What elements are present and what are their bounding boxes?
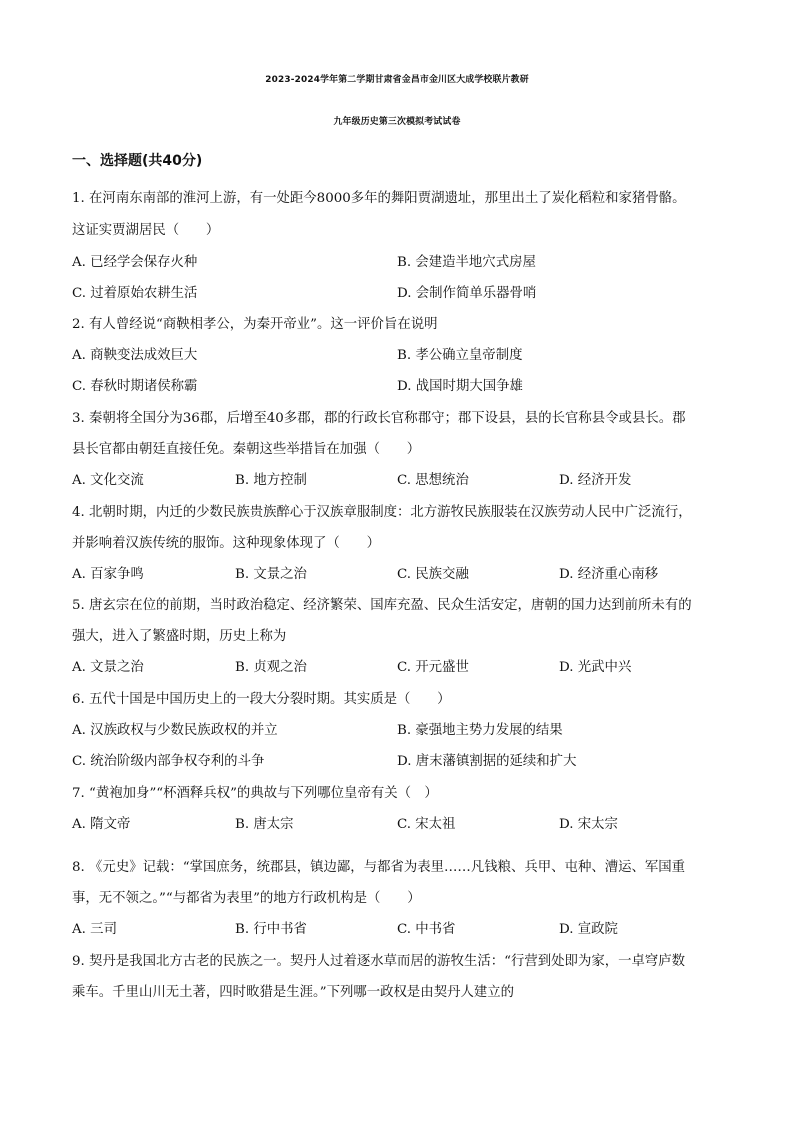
question-5-stem-line1: 5. 唐玄宗在位的前期，当时政治稳定、经济繁荣、国库充盈、民众生活安定，唐朝的国力达到前所未有的 <box>72 598 692 613</box>
question-7-option-c: C. 宋太祖 <box>397 817 456 832</box>
question-5-option-b: B. 贞观之治 <box>235 660 307 675</box>
question-6-option-a: A. 汉族政权与少数民族政权的并立 <box>72 723 278 738</box>
question-6-option-d: D. 唐末藩镇割据的延续和扩大 <box>397 754 577 769</box>
question-2-option-a: A. 商鞅变法成效巨大 <box>72 348 198 363</box>
exam-title-line2: 九年级历史第三次模拟考试试卷 <box>333 117 461 127</box>
question-3-option-b: B. 地方控制 <box>235 473 307 488</box>
question-2-option-d: D. 战国时期大国争雄 <box>397 379 523 394</box>
question-6-option-b: B. 豪强地主势力发展的结果 <box>397 723 563 738</box>
question-5-option-c: C. 开元盛世 <box>397 660 469 675</box>
question-2-option-c: C. 春秋时期诸侯称霸 <box>72 379 198 394</box>
question-1-stem-line2: 这证实贾湖居民（ ） <box>72 223 220 238</box>
question-4-option-d: D. 经济重心南移 <box>559 567 659 582</box>
question-4-stem-line2: 并影响着汉族传统的服饰。这种现象体现了（ ） <box>72 536 380 551</box>
question-2-option-b: B. 孝公确立皇帝制度 <box>397 348 523 363</box>
question-4-stem-line1: 4. 北朝时期，内迁的少数民族贵族醉心于汉族章服制度：北方游牧民族服装在汉族劳动人民中广泛流行， <box>72 505 692 520</box>
question-5-stem-line2: 强大，进入了繁盛时期，历史上称为 <box>72 629 287 644</box>
question-9-stem-line2: 乘车。千里山川无土著，四时畋猎是生涯。”下列哪一政权是由契丹人建立的 <box>72 985 515 1000</box>
question-5-option-d: D. 光武中兴 <box>559 660 632 675</box>
question-5-option-a: A. 文景之治 <box>72 660 144 675</box>
question-7-option-a: A. 隋文帝 <box>72 817 131 832</box>
question-8-stem-line2: 事，无不领之。”“与都省为表里”的地方行政机构是（ ） <box>72 891 421 906</box>
question-9-stem-line1: 9. 契丹是我国北方古老的民族之一。契丹人过着逐水草而居的游牧生活：“行营到处即为家，一卓穹庐数 <box>72 954 686 969</box>
question-1-option-a: A. 已经学会保存火种 <box>72 255 198 270</box>
question-1-option-c: C. 过着原始农耕生活 <box>72 286 198 301</box>
question-8-option-d: D. 宣政院 <box>559 922 618 937</box>
question-8-stem-line1: 8. 《元史》记载：“掌国庶务，统郡县，镇边鄙，与都省为表里……凡钱粮、兵甲、屯种、漕运、军国重 <box>72 860 686 875</box>
question-8-option-b: B. 行中书省 <box>235 922 307 937</box>
exam-title-line1: 2023-2024学年第二学期甘肃省金昌市金川区大成学校联片教研 <box>265 75 529 85</box>
question-3-stem-line2: 县长官都由朝廷直接任免。秦朝这些举措旨在加强（ ） <box>72 442 421 457</box>
question-4-option-c: C. 民族交融 <box>397 567 469 582</box>
question-7-option-b: B. 唐太宗 <box>235 817 294 832</box>
question-7-stem-line1: 7. “黄袍加身”“杯酒释兵权”的典故与下列哪位皇帝有关（ ） <box>72 786 438 801</box>
section-heading-choice: 一、选择题(共40分) <box>72 153 203 169</box>
question-4-option-a: A. 百家争鸣 <box>72 567 144 582</box>
question-1-option-b: B. 会建造半地穴式房屋 <box>397 255 536 270</box>
question-2-stem-line1: 2. 有人曾经说“商鞅相孝公，为秦开帝业”。这一评价旨在说明 <box>72 317 438 332</box>
question-3-option-a: A. 文化交流 <box>72 473 144 488</box>
question-8-option-c: C. 中书省 <box>397 922 456 937</box>
question-6-option-c: C. 统治阶级内部争权夺利的斗争 <box>72 754 265 769</box>
question-1-stem-line1: 1. 在河南东南部的淮河上游，有一处距今8000多年的舞阳贾湖遗址，那里出土了炭化稻粒和家猪骨骼。 <box>72 191 686 206</box>
question-4-option-b: B. 文景之治 <box>235 567 307 582</box>
question-7-option-d: D. 宋太宗 <box>559 817 618 832</box>
question-6-stem-line1: 6. 五代十国是中国历史上的一段大分裂时期。其实质是（ ） <box>72 692 451 707</box>
question-3-stem-line1: 3. 秦朝将全国分为36郡，后增至40多郡，郡的行政长官称郡守；郡下设县，县的长官称县令或县长。郡 <box>72 411 686 426</box>
question-1-option-d: D. 会制作简单乐器骨哨 <box>397 286 537 301</box>
question-3-option-d: D. 经济开发 <box>559 473 632 488</box>
question-8-option-a: A. 三司 <box>72 922 117 937</box>
question-3-option-c: C. 思想统治 <box>397 473 469 488</box>
